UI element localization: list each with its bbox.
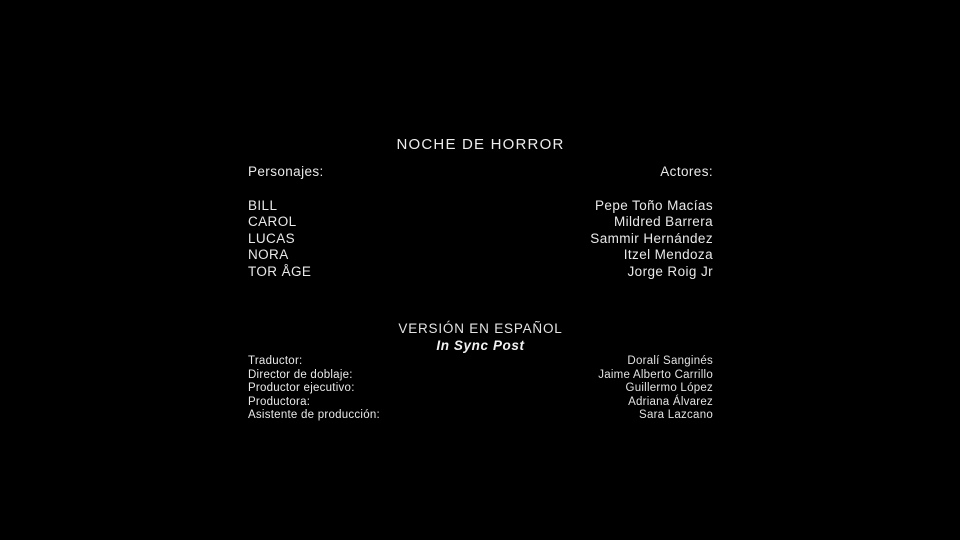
cast-row [248,264,713,280]
cast-row [248,198,713,214]
staff-row [248,409,713,423]
cast-header-row [248,164,713,179]
staff-name: Adriana Álvarez [628,395,713,408]
staff-row [248,369,713,383]
staff-row [248,396,713,410]
version-heading: VERSIÓN EN ESPAÑOL [398,321,563,336]
staff-role: Asistente de producción: [248,409,380,421]
staff-row [248,382,713,396]
staff-role: Productora: [248,395,311,408]
credits-container [248,0,713,540]
actor-name: Itzel Mendoza [623,247,713,263]
character-name: BILL [248,198,278,213]
staff-name: Jaime Alberto Carrillo [598,368,713,381]
cast-row [248,214,713,230]
actor-name: Mildred Barrera [613,214,713,230]
cast-row [248,247,713,263]
film-title: NOCHE DE HORROR [396,136,565,153]
cast-row [248,231,713,247]
staff-name: Guillermo López [625,382,713,394]
actor-name: Sammir Hernández [590,230,713,246]
characters-column-header: Personajes: [248,164,324,179]
staff-name: Doralí Sanginés [627,355,713,367]
dubbing-studio-name: In Sync Post [436,338,525,353]
character-name: CAROL [248,214,297,230]
actors-column-header: Actores: [660,164,713,179]
actor-name: Pepe Toño Macías [595,198,713,213]
staff-role: Productor ejecutivo: [248,382,355,394]
staff-role: Traductor: [248,355,303,367]
character-name: TOR ÅGE [248,263,312,279]
character-name: NORA [248,247,289,263]
cast-list [248,198,713,280]
staff-name: Sara Lazcano [639,409,713,421]
staff-row [248,355,713,369]
dubbing-staff-list [248,355,713,423]
staff-role: Director de doblaje: [248,368,353,381]
character-name: LUCAS [248,230,296,246]
actor-name: Jorge Roig Jr [627,263,713,279]
